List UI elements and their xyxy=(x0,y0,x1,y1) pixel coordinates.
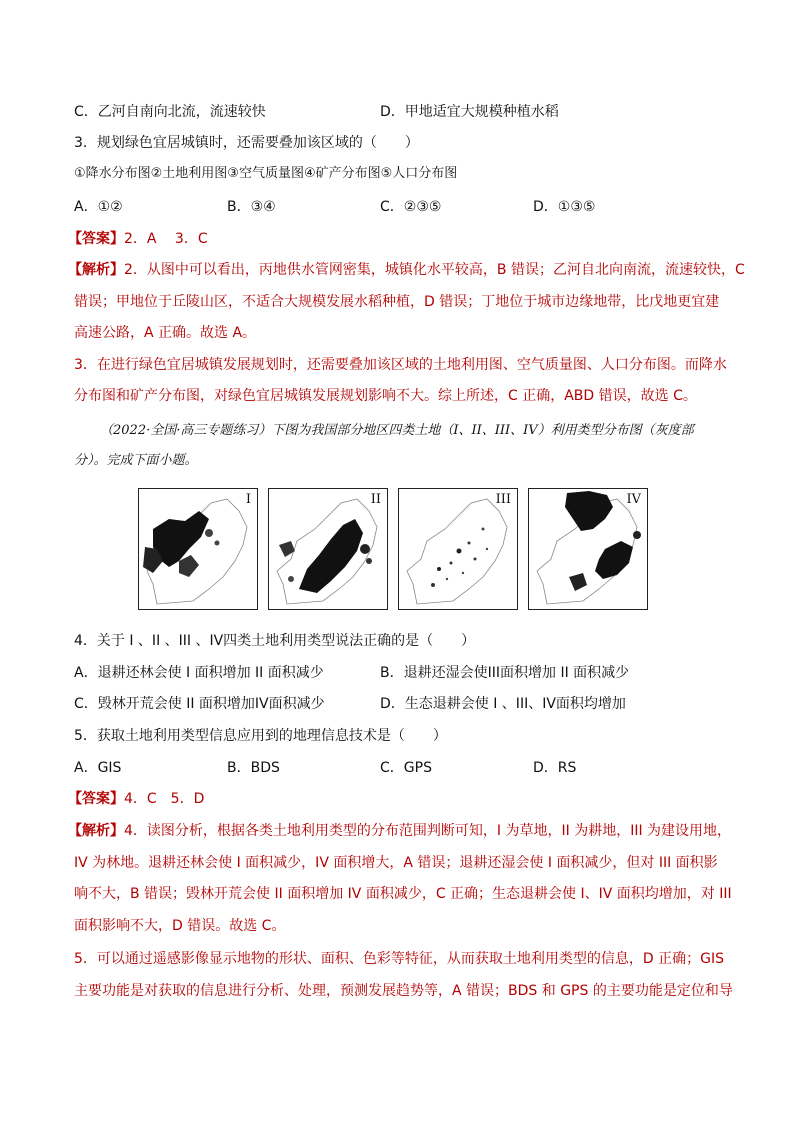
answer-block-1 xyxy=(68,229,208,249)
q3-option-b: B．③④ xyxy=(227,199,276,215)
analysis-label: 【解析】 xyxy=(68,262,124,278)
q3-option-d: D．①③⑤ xyxy=(533,199,596,215)
map-label: IV xyxy=(626,492,641,507)
q3-items: ①降水分布图②土地利用图③空气质量图④矿产分布图⑤人口分布图 xyxy=(74,166,458,181)
q4-option-b: B．退耕还湿会使III面积增加 II 面积减少 xyxy=(380,665,630,681)
q3-option-c: C．②③⑤ xyxy=(380,199,442,215)
q5-option-c: C．GPS xyxy=(380,760,432,776)
q5-stem: 5．获取土地利用类型信息应用到的地理信息技术是（ ） xyxy=(74,728,447,744)
analysis-2-line3: 响不大，B 错误；毁林开荒会使 II 面积增加 IV 面积减少，C 正确；生态退耕会使 I、IV 面积均增加，对 III xyxy=(74,886,732,902)
analysis-label: 【解析】 xyxy=(68,823,124,839)
analysis-1-line4: 3．在进行绿色宜居城镇发展规划时，还需要叠加该区域的土地利用图、空气质量图、人口分布图。而降水 xyxy=(74,357,727,373)
answer-text: 4．C 5．D xyxy=(124,791,205,807)
q2-option-c: C．乙河自南向北流，流速较快 xyxy=(74,104,266,120)
analysis-2-line4: 面积影响不大，D 错误。故选 C。 xyxy=(74,918,286,934)
analysis-block-1-line1 xyxy=(68,260,745,280)
q5-option-a: A．GIS xyxy=(74,760,122,776)
analysis-2-line5: 5．可以通过遥感影像显示地物的形状、面积、色彩等特征，从而获取土地利用类型的信息，D 正确；GIS xyxy=(74,951,724,967)
answer-label: 【答案】 xyxy=(68,791,124,807)
q5-option-b: B．BDS xyxy=(227,760,280,776)
answer-text: 2．A 3．C xyxy=(124,231,208,247)
analysis-2-line6: 主要功能是对获取的信息进行分析、处理，预测发展趋势等，A 错误；BDS 和 GPS 的主要功能是定位和导 xyxy=(74,983,733,999)
q4-option-c: C．毁林开荒会使 II 面积增加IV面积减少 xyxy=(74,696,325,712)
answer-block-2 xyxy=(68,789,204,809)
intro-line1: （2022·全国·高三专题练习）下图为我国部分地区四类土地（I、II、III、IV）利用类型分布图（灰度部 xyxy=(100,423,694,438)
analysis-2-line2: IV 为林地。退耕还林会使 I 面积减少，IV 面积增大，A 错误；退耕还湿会使 I 面积减少，但对 III 面积影 xyxy=(74,855,718,871)
analysis-block-2-line1 xyxy=(68,821,731,841)
q4-option-d: D．生态退耕会使 I 、III、IV面积均增加 xyxy=(380,696,626,712)
analysis-1-line3: 高速公路，A 正确。故选 A。 xyxy=(74,325,257,341)
analysis-text: 2．从图中可以看出，丙地供水管网密集，城镇化水平较高，B 错误；乙河自北向南流，流速较快，C xyxy=(124,262,745,278)
intro-line2: 分）。完成下面小题。 xyxy=(74,453,198,468)
analysis-text: 4．读图分析，根据各类土地利用类型的分布范围判断可知，I 为草地，II 为耕地，III 为建设用地， xyxy=(124,823,732,839)
answer-label: 【答案】 xyxy=(68,231,124,247)
q3-option-a: A．①② xyxy=(74,199,123,215)
land-use-map-2 xyxy=(268,488,388,610)
q4-option-a: A．退耕还林会使 I 面积增加 II 面积减少 xyxy=(74,665,324,681)
land-use-map-1 xyxy=(138,488,258,610)
q2-option-d: D．甲地适宜大规模种植水稻 xyxy=(380,104,559,120)
land-use-map-3 xyxy=(398,488,518,610)
q5-option-d: D．RS xyxy=(533,760,577,776)
map-label: II xyxy=(370,492,381,507)
q4-stem: 4．关于 I 、II 、III 、IV四类土地利用类型说法正确的是（ ） xyxy=(74,633,476,649)
analysis-1-line2: 错误；甲地位于丘陵山区，不适合大规模发展水稻种植，D 错误；丁地位于城市边缘地带，比戊地更宜建 xyxy=(74,294,720,310)
q3-stem: 3．规划绿色宜居城镇时，还需要叠加该区域的（ ） xyxy=(74,135,419,151)
map-label: I xyxy=(245,492,251,507)
map-label: III xyxy=(495,492,511,507)
analysis-1-line5: 分布图和矿产分布图，对绿色宜居城镇发展规划影响不大。综上所述，C 正确，ABD 错误，故选 C。 xyxy=(74,388,697,404)
land-use-map-4 xyxy=(528,488,648,610)
